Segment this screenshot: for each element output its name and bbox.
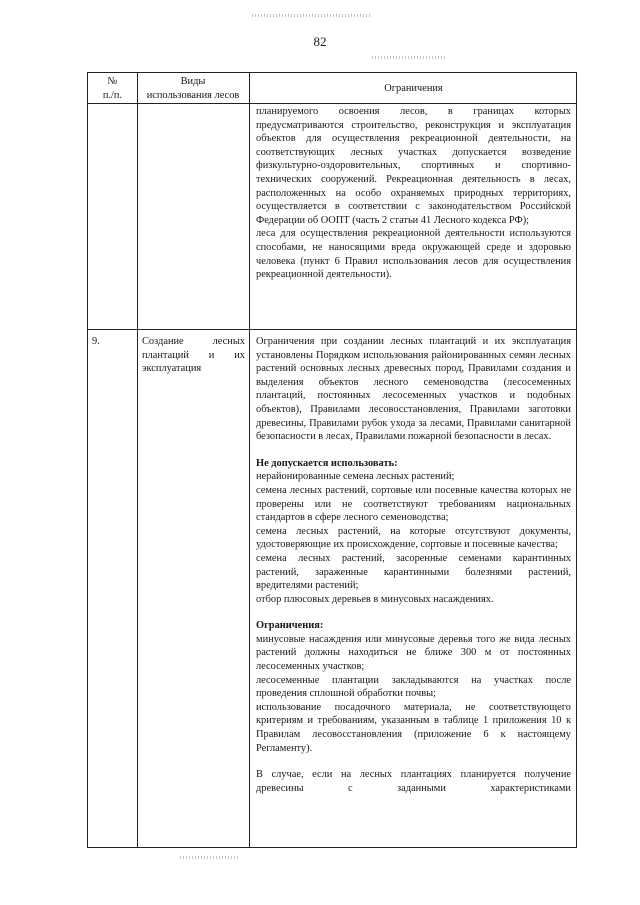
paragraph: планируемого освоения лесов, в границах которых предусматриваются строительство, реконструкция и эксплуатация объектов для осуществления рекреационной деятельности, на соответствующих лесных участках допускается возведение физкультурно-оздоровительных, спортивных и спортивно-технических сооружений. Рекреационная деятельность в лесах, расположенных на особо охраняемых природных территориях, осуществляется в соответствии с законодательством Российской Федерации об ООПТ (часть 2 статьи 41 Лесного кодекса РФ);	[256, 106, 571, 226]
list-item: семена лесных растений, на которые отсутствуют документы, удостоверяющие их происхождение, сортовые и посевные качества;	[256, 525, 571, 551]
column-divider-1	[137, 73, 138, 847]
scan-noise-top	[252, 14, 372, 17]
list-item: нерайонированные семена лесных растений;	[256, 471, 455, 483]
intro-paragraph: Ограничения при создании лесных плантаций и их эксплуатация установлены Порядком использования районированных семян лесных растений основных лесных древесных пород, Правилами создания и выделения объектов лесного семеноводства (лесосеменных плантаций, постоянных лесосеменных участков и подобных объектов), Правилами лесовосстановления, Правилами заготовки древесины, Правилами рубок ухода за лесами, Правилами санитарной безопасности в лесах, Правилами пожарной безопасности в лесах.	[256, 336, 571, 443]
row-divider	[88, 329, 576, 330]
paragraph: леса для осуществления рекреационной деятельности используются способами, не наносящими вреда окружающей среде и здоровью человека (пункт 6 Правил использования лесов для осуществления рекреационной деятельности).	[256, 228, 571, 281]
header-kind	[137, 75, 249, 102]
list-item: лесосеменные плантации закладываются на участках после проведения сплошной обработки почвы;	[256, 674, 571, 700]
header-restrictions	[249, 82, 578, 96]
kind-text: Создание лесных плантаций и их эксплуатация	[142, 336, 245, 375]
column-divider-2	[249, 73, 250, 847]
list-item: семена лесных растений, засоренные семенами карантинных растений, зараженные карантинными болезнями растений, вредителями растений;	[256, 552, 571, 592]
list-item: минусовые насаждения или минусовые деревья того же вида лесных растений должны находиться не ближе 300 м от постоянных лесосеменных участков;	[256, 633, 571, 673]
row-9-kind	[142, 335, 245, 376]
limits-heading: Ограничения:	[256, 620, 324, 632]
list-item: использование посадочного материала, не соответствующего критериям и требованиям, указанным в таблице 1 приложения 10 к Правилам лесовосстановления (приложение 6 к настоящему Регламенту).	[256, 701, 571, 754]
regulations-table	[87, 72, 577, 848]
header-number-line-2: п./п.	[102, 89, 123, 101]
row-9-number: 9.	[92, 336, 100, 347]
list-item: семена лесных растений, сортовые или посевные качества которых не проверены или не соответствуют требованиям национальных стандартов в сфере лесного семеноводства;	[256, 484, 571, 524]
page-number: 82	[313, 34, 327, 49]
header-restrictions-label: Ограничения	[384, 83, 443, 94]
scan-noise-bottom	[180, 856, 240, 859]
header-number-line-1: №	[107, 76, 118, 87]
row-9-restrictions	[256, 335, 571, 795]
header-number	[88, 75, 137, 102]
scan-noise-top-right	[372, 56, 447, 59]
header-kind-line-2: использования лесов	[146, 89, 240, 101]
list-item: отбор плюсовых деревьев в минусовых насаждениях.	[256, 593, 494, 605]
tail-paragraph: В случае, если на лесных плантациях планируется получение древесины с заданными характеристиками	[256, 769, 571, 794]
header-kind-line-1: Виды	[180, 76, 206, 87]
prohibited-heading: Не допускается использовать:	[256, 457, 398, 469]
row-continued-restrictions	[256, 105, 571, 282]
header-divider	[88, 103, 576, 104]
